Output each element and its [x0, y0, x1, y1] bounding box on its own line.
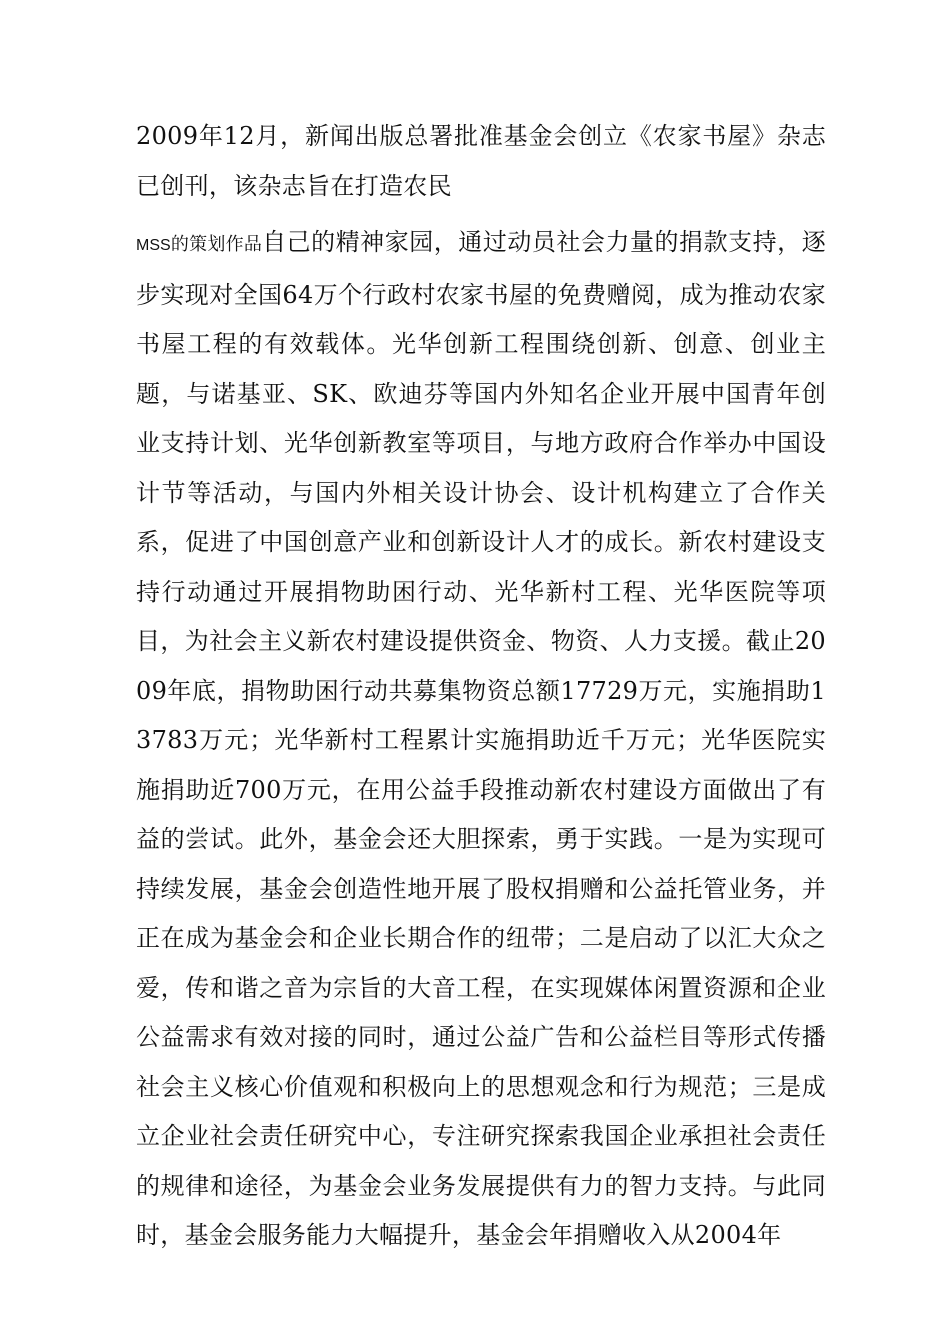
paragraph-2-prefix-cont: 的策划作品 [170, 234, 263, 255]
paragraph-2 [136, 218, 826, 1261]
paragraph-1: 2009年12月，新闻出版总署批准基金会创立《农家书屋》杂志已创刊，该杂志旨在打造农民 [136, 122, 826, 200]
paragraph-2-prefix: MSS [136, 237, 171, 254]
paragraph-2-body: 自己的精神家园，通过动员社会力量的捐款支持，逐步实现对全国64万个行政村农家书屋的免费赠阅，成为推动农家书屋工程的有效载体。光华创新工程围绕创新、创意、创业主题，与诺基亚、SK、欧迪芬等国内外知名企业开展中国青年创业支持计划、光华创新教室等项目，与地方政府合作举办中国设计节等活动，与国内外相关设计协会、设计机构建立了合作关系，促进了中国创意产业和创新设计人才的成长。新农村建设支持行动通过开展捐物助困行动、光华新村工程、光华医院等项目，为社会主义新农村建设提供资金、物资、人力支援。截止2009年底，捐物助困行动共募集物资总额17729万元，实施捐助13783万元；光华新村工程累计实施捐助近千万元；光华医院实施捐助近700万元，在用公益手段推动新农村建设方面做出了有益的尝试。此外，基金会还大胆探索，勇于实践。一是为实现可持续发展，基金会创造性地开展了股权捐赠和公益托管业务，并正在成为基金会和企业长期合作的纽带；二是启动了以汇大众之爱，传和谐之音为宗旨的大音工程，在实现媒体闲置资源和企业公益需求有效对接的同时，通过公益广告和公益栏目等形式传播社会主义核心价值观和积极向上的思想观念和行为规范；三是成立企业社会责任研究中心，专注研究探索我国企业承担社会责任的规律和途径，为基金会业务发展提供有力的智力支持。与此同时，基金会服务能力大幅提升，基金会年捐赠收入从2004年 [136, 228, 827, 1249]
